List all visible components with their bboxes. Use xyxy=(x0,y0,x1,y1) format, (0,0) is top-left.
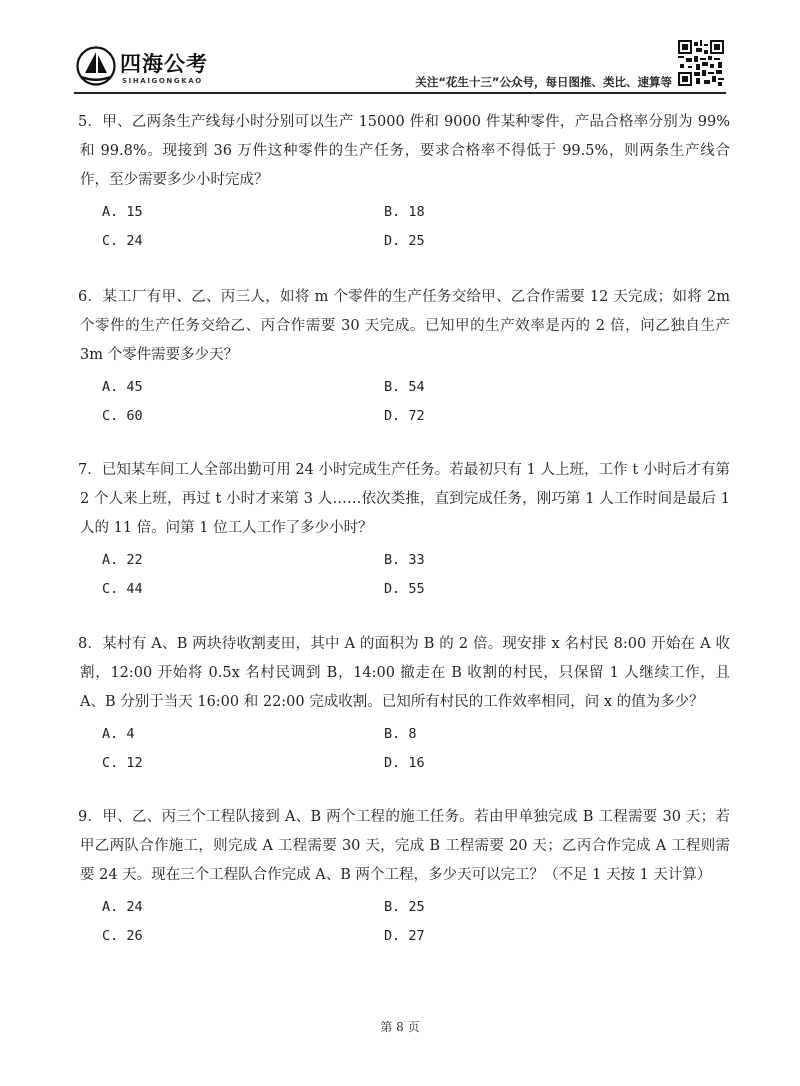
answer-options xyxy=(80,546,730,604)
page-header xyxy=(0,0,800,100)
question-stem: 5．甲、乙两条生产线每小时分别可以生产 15000 件和 9000 件某种零件，产品合格率分别为 99%和 99.8%。现接到 36 万件这种零件的生产任务，要求合格率不得低于 99.5%，则两条生产线合作，至少需要多少小时完成？ xyxy=(78,114,730,188)
question-5 xyxy=(80,108,730,256)
question-9 xyxy=(80,803,730,951)
option-c[interactable]: C. 12 xyxy=(102,755,143,771)
option-a[interactable]: A. 22 xyxy=(102,552,143,568)
option-a[interactable]: A. 4 xyxy=(102,726,135,742)
header-divider xyxy=(74,92,726,94)
answer-options xyxy=(80,373,730,431)
sailboat-logo-icon xyxy=(76,46,116,86)
option-c[interactable]: C. 44 xyxy=(102,581,143,597)
question-stem: 6．某工厂有甲、乙、丙三人，如将 m 个零件的生产任务交给甲、乙合作需要 12 天完成；如将 2m 个零件的生产任务交给乙、丙合作需要 30 天完成。已知甲的生产效率是丙的 2 倍，问乙独自生产 3m 个零件需要多少天？ xyxy=(78,289,730,363)
option-c[interactable]: C. 26 xyxy=(102,928,143,944)
option-a[interactable]: A. 15 xyxy=(102,204,143,220)
option-d[interactable]: D. 16 xyxy=(384,755,425,771)
option-b[interactable]: B. 54 xyxy=(384,379,425,395)
header-tagline: 关注“花生十三”公众号，每日图推、类比、速算等 xyxy=(415,75,672,89)
answer-options xyxy=(80,893,730,951)
option-a[interactable]: A. 24 xyxy=(102,899,143,915)
question-stem: 7．已知某车间工人全部出勤可用 24 小时完成生产任务。若最初只有 1 人上班，工作 t 小时后才有第 2 个人来上班，再过 t 小时才来第 3 人……依次类推，直到完成任务，刚巧第 1 人工作时间是最后 1 人的 11 倍。问第 1 位工人工作了多少小时？ xyxy=(78,462,730,536)
brand-logo xyxy=(76,46,236,94)
page-number: 第 8 页 xyxy=(380,1020,420,1034)
option-a[interactable]: A. 45 xyxy=(102,379,143,395)
option-b[interactable]: B. 18 xyxy=(384,204,425,220)
answer-options xyxy=(80,198,730,256)
question-8 xyxy=(80,630,730,778)
question-7 xyxy=(80,456,730,604)
answer-options xyxy=(80,720,730,778)
option-b[interactable]: B. 33 xyxy=(384,552,425,568)
question-stem: 8．某村有 A、B 两块待收割麦田，其中 A 的面积为 B 的 2 倍。现安排 x 名村民 8:00 开始在 A 收割，12:00 开始将 0.5x 名村民调到 B，14:00 撤走在 B 收割的村民，只保留 1 人继续工作，且 A、B 分别于当天 16:00 和 22:00 完成收割。已知所有村民的工作效率相同，问 x 的值为多少？ xyxy=(78,636,730,710)
option-d[interactable]: D. 27 xyxy=(384,928,425,944)
brand-pinyin: SIHAIGONGKAO xyxy=(122,77,203,85)
brand-name: 四海公考 xyxy=(120,52,208,76)
option-b[interactable]: B. 8 xyxy=(384,726,417,742)
option-c[interactable]: C. 24 xyxy=(102,233,143,249)
option-d[interactable]: D. 25 xyxy=(384,233,425,249)
option-d[interactable]: D. 55 xyxy=(384,581,425,597)
option-c[interactable]: C. 60 xyxy=(102,408,143,424)
qr-code-icon xyxy=(678,40,724,86)
question-6 xyxy=(80,283,730,431)
question-stem: 9．甲、乙、丙三个工程队接到 A、B 两个工程的施工任务。若由甲单独完成 B 工程需要 30 天；若甲乙两队合作施工，则完成 A 工程需要 30 天，完成 B 工程需要 20 天；乙丙合作完成 A 工程则需要 24 天。现在三个工程队合作完成 A、B 两个工程，多少天可以完工？（不足 1 天按 1 天计算） xyxy=(78,809,730,883)
option-d[interactable]: D. 72 xyxy=(384,408,425,424)
option-b[interactable]: B. 25 xyxy=(384,899,425,915)
